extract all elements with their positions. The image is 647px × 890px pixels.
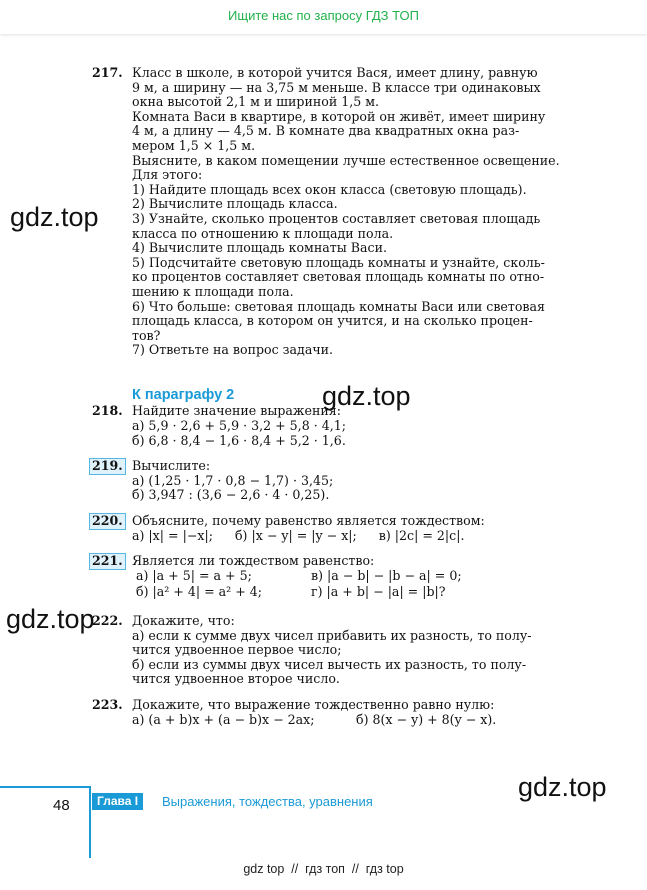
text-line: б) 3,947 : (3,6 − 2,6 · 4 · 0,25). xyxy=(132,487,330,503)
problem-number: 217. xyxy=(92,65,123,80)
watermark: gdz.top xyxy=(518,772,607,802)
problem-223 xyxy=(92,698,602,727)
text-line: Класс в школе, в которой учится Вася, имеет длину, равную xyxy=(132,65,538,80)
problem-219 xyxy=(92,459,602,503)
item-a: а) |x| = |−x|; xyxy=(132,527,213,543)
text-line: Найдите значение выражения: xyxy=(132,403,341,419)
text-line: а) 5,9 · 2,6 + 5,9 · 3,2 + 5,8 · 4,1; xyxy=(132,418,346,434)
problem-221 xyxy=(92,554,602,600)
chapter-badge: Глава I xyxy=(92,793,143,810)
text-line: ко процентов составляет световая площадь комнаты по отно- xyxy=(132,269,545,285)
text-line: шению к площади пола. xyxy=(132,283,294,299)
item-a: а) |a + 5| = a + 5; xyxy=(136,567,252,583)
text-line: 4) Вычислите площадь комнаты Васи. xyxy=(132,240,387,256)
text-line: б) 6,8 · 8,4 − 1,6 · 8,4 + 5,2 · 1,6. xyxy=(132,432,346,448)
section-title: К параграфу 2 xyxy=(132,386,235,403)
text-line: мером 1,5 × 1,5 м. xyxy=(132,137,256,153)
problem-number-highlighted[interactable]: 219. xyxy=(89,458,126,475)
item-g: г) |a + b| − |a| = |b|? xyxy=(311,584,446,600)
top-banner[interactable]: Ищите нас по запросу ГДЗ ТОП xyxy=(0,0,647,34)
chapter-title: Выражения, тождества, уравнения xyxy=(162,794,373,809)
problem-text xyxy=(132,514,602,543)
problem-text xyxy=(132,459,602,503)
item-v: в) |a − b| − |b − a| = 0; xyxy=(311,567,462,583)
bottom-links[interactable]: gdz top // гдз топ // гдз top xyxy=(243,862,404,876)
text-line: 1) Найдите площадь всех окон класса (световую площадь). xyxy=(132,181,527,197)
item-a: а) (a + b)x + (a − b)x − 2ax; xyxy=(132,711,315,727)
problem-text xyxy=(132,66,602,358)
text-line: 3) Узнайте, сколько процентов составляет световая площадь xyxy=(132,210,541,226)
text-line: класса по отношению к площади пола. xyxy=(132,225,394,241)
problem-number: 218. xyxy=(92,403,123,419)
text-line xyxy=(132,529,602,544)
text-line: Вычислите: xyxy=(132,458,211,474)
problem-number-highlighted[interactable]: 220. xyxy=(89,513,126,530)
options-row xyxy=(132,713,602,728)
text-line: Докажите, что выражение тождественно равно нулю: xyxy=(132,696,495,712)
text-line: Для этого: xyxy=(132,167,203,183)
text-line: окна высотой 2,1 м и шириной 1,5 м. xyxy=(132,94,380,110)
problem-number-highlighted[interactable]: 221. xyxy=(89,553,126,570)
item-b: б) |a² + 4| = a² + 4; xyxy=(136,584,263,600)
footer-rule-vertical xyxy=(89,786,91,858)
item-c: в) |2c| = 2|c|. xyxy=(378,527,465,543)
text-line: 9 м, а ширину — на 3,75 м меньше. В классе три одинаковых xyxy=(132,79,541,95)
options-row xyxy=(136,569,602,584)
text-line: 2) Вычислите площадь класса. xyxy=(132,196,338,212)
text-line: Является ли тождеством равенство: xyxy=(132,553,375,569)
text-line: Докажите, что: xyxy=(132,613,235,628)
footer-rule xyxy=(0,786,90,788)
watermark: gdz.top xyxy=(322,381,411,411)
text-line: а) (1,25 · 1,7 · 0,8 − 1,7) · 3,45; xyxy=(132,472,334,488)
text-line: 5) Подсчитайте световую площадь комнаты и узнайте, сколь- xyxy=(132,254,545,270)
text-line: чится удвоенное второе число. xyxy=(132,671,340,687)
text-line: площадь класса, в котором он учится, и на сколько процен- xyxy=(132,313,533,329)
text-line: Объясните, почему равенство является тождеством: xyxy=(132,513,485,529)
text-line: 7) Ответьте на вопрос задачи. xyxy=(132,342,334,358)
problem-text xyxy=(132,698,602,727)
text-line: 4 м, а длину — 4,5 м. В комнате два квадратных окна раз- xyxy=(132,123,520,139)
problem-text xyxy=(132,554,602,600)
text-line: а) если к сумме двух чисел прибавить их разность, то полу- xyxy=(132,627,532,643)
problem-222 xyxy=(92,614,602,687)
item-b: б) 8(x − y) + 8(y − x). xyxy=(356,711,497,727)
text-line: чится удвоенное первое число; xyxy=(132,642,342,658)
text-line: 6) Что больше: световая площадь комнаты Васи или световая xyxy=(132,298,545,314)
text-line: тов? xyxy=(132,327,161,343)
problem-text xyxy=(132,614,602,687)
watermark: gdz.top xyxy=(10,202,99,232)
page-number: 48 xyxy=(53,797,70,814)
options-row xyxy=(136,585,602,600)
watermark: gdz.top xyxy=(6,604,95,634)
problem-number: 222. xyxy=(92,613,123,628)
item-b: б) |x − y| = |y − x|; xyxy=(234,527,357,543)
problem-217 xyxy=(92,66,602,358)
text-line: Выясните, в каком помещении лучше естественное освещение. xyxy=(132,152,560,168)
text-line: Комната Васи в квартире, в которой он живёт, имеет ширину xyxy=(132,108,546,124)
problem-220 xyxy=(92,514,602,543)
text-line: б) если из суммы двух чисел вычесть их разность, то полу- xyxy=(132,656,527,672)
problem-number: 223. xyxy=(92,696,123,712)
